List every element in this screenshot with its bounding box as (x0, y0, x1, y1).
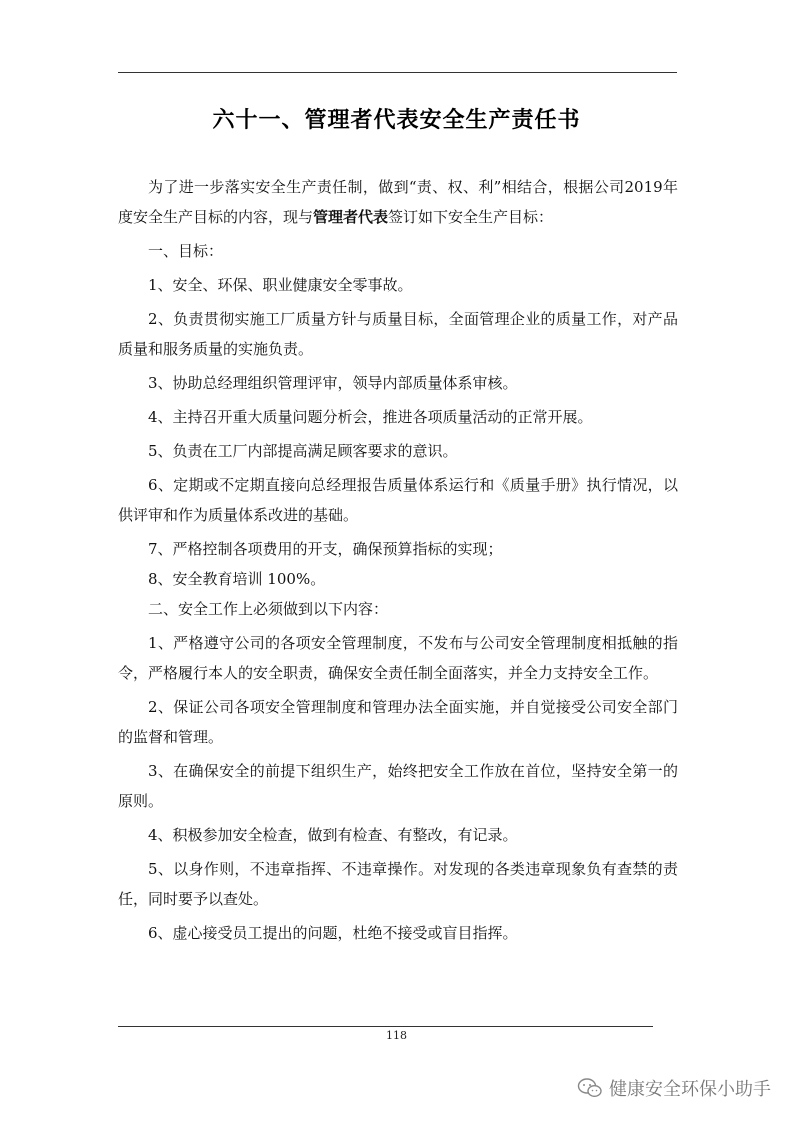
goal-item: 5、负责在工厂内部提高满足顾客要求的意识。 (148, 442, 458, 460)
goal-item: 6、定期或不定期直接向总经理报告质量体系运行和《质量手册》执行情况，以供评审和作为质量体系改进的基础。 (118, 476, 678, 524)
footer-rule (118, 1026, 653, 1027)
page-number: 118 (386, 1029, 407, 1042)
section-heading-safety: 二、安全工作上必须做到以下内容： (148, 600, 389, 618)
goal-item: 4、主持召开重大质量问题分析会，推进各项质量活动的正常开展。 (148, 408, 593, 426)
goal-item: 7、严格控制各项费用的开支，确保预算指标的实现； (148, 540, 503, 558)
document-title: 六十一、管理者代表安全生产责任书 (212, 108, 581, 133)
header-rule (118, 72, 677, 73)
party-name: 管理者代表 (313, 208, 389, 226)
goal-item: 3、协助总经理组织管理评审，领导内部质量体系审核。 (148, 374, 518, 392)
intro-paragraph: 为了进一步落实安全生产责任制，做到“责、权、利”相结合，根据公司2019年度安全生产目标的内容，现与管理者代表签订如下安全生产目标： (118, 178, 678, 226)
safety-item: 3、在确保安全的前提下组织生产，始终把安全工作放在首位，坚持安全第一的原则。 (118, 762, 678, 810)
watermark (577, 1075, 771, 1101)
wechat-icon (577, 1077, 603, 1099)
safety-item: 1、严格遵守公司的各项安全管理制度，不发布与公司安全管理制度相抵触的指令，严格履行本人的安全职责，确保安全责任制全面落实，并全力支持安全工作。 (118, 634, 678, 682)
goal-item: 8、安全教育培训 100%。 (148, 570, 326, 588)
safety-item: 6、虚心接受员工提出的问题，杜绝不接受或盲目指挥。 (148, 924, 518, 942)
safety-item: 5、以身作则，不违章指挥、不违章操作。对发现的各类违章现象负有查禁的责任，同时要予以查处。 (118, 860, 678, 908)
goal-item: 1、安全、环保、职业健康安全零事故。 (148, 276, 413, 294)
section-heading-goals: 一、目标： (148, 242, 224, 260)
safety-item: 4、积极参加安全检查，做到有检查、有整改，有记录。 (148, 826, 518, 844)
goal-item: 2、负责贯彻实施工厂质量方针与质量目标，全面管理企业的质量工作，对产品质量和服务质量的实施负责。 (118, 310, 678, 358)
watermark-text: 健康安全环保小助手 (609, 1079, 771, 1100)
document-body (118, 172, 678, 952)
safety-item: 2、保证公司各项安全管理制度和管理办法全面实施，并自觉接受公司安全部门的监督和管理。 (118, 698, 678, 746)
